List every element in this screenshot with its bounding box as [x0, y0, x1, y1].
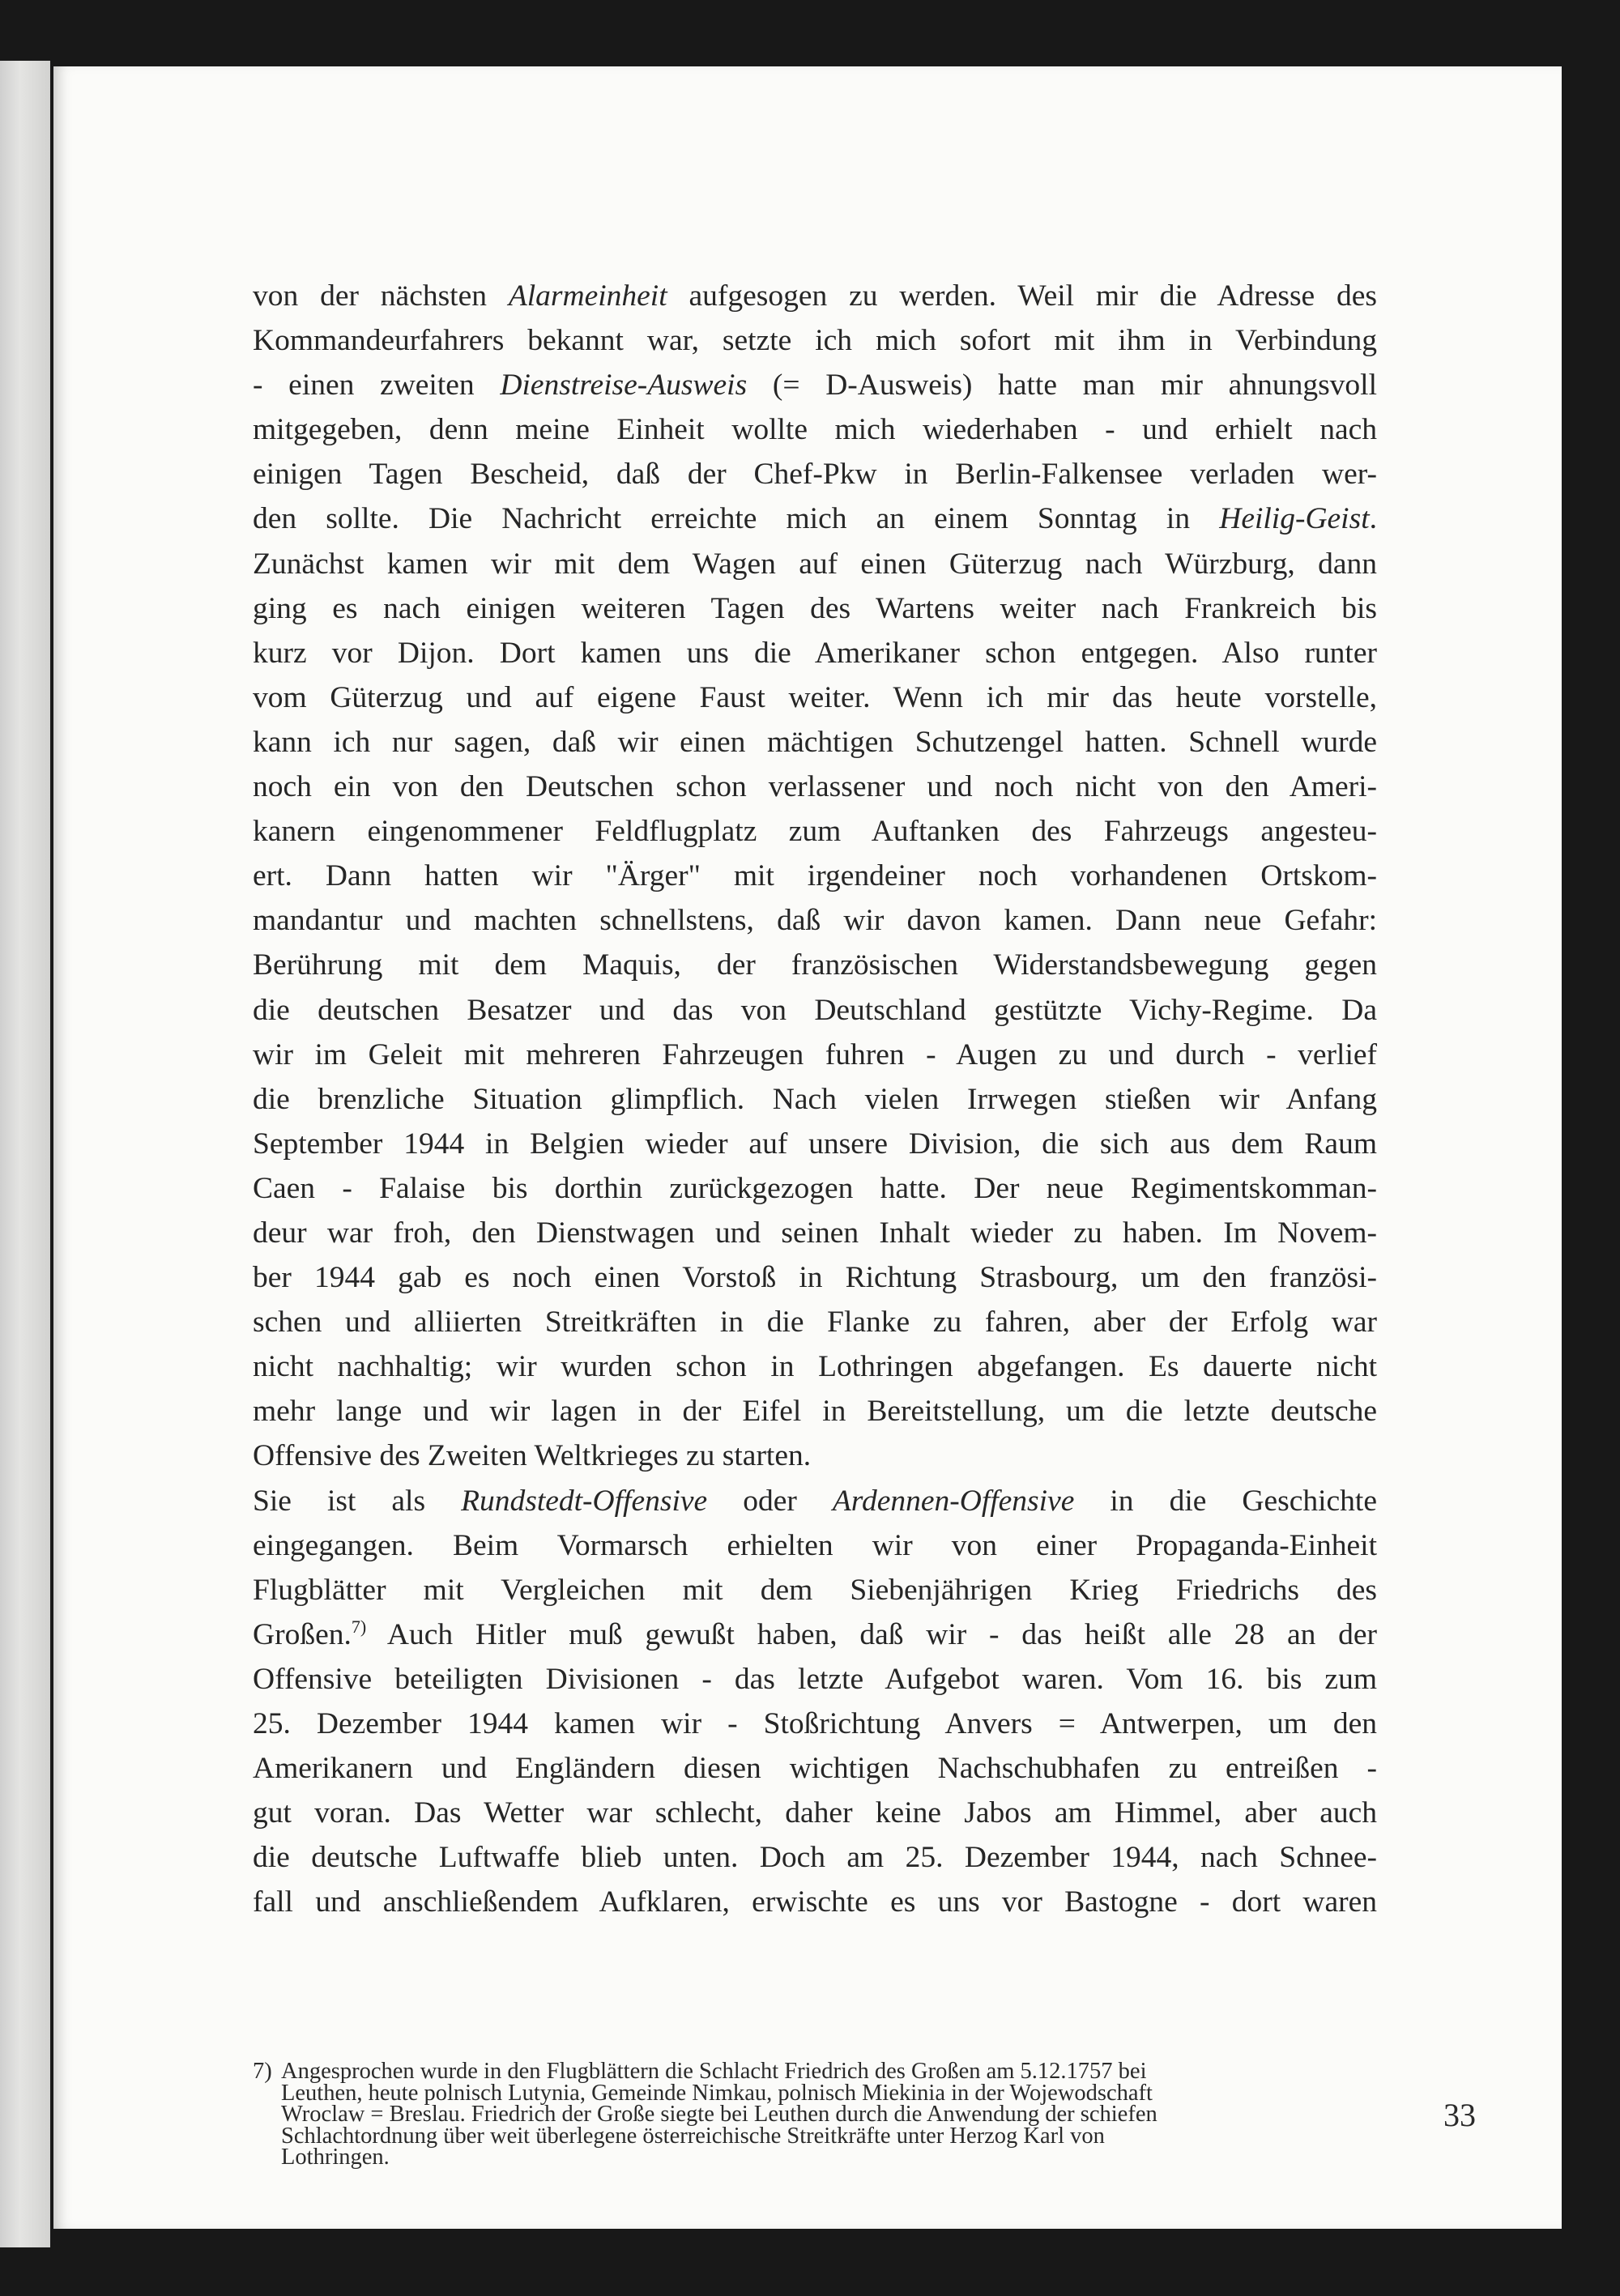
text-line [253, 1077, 1377, 1122]
text-segment: die deutsche Luftwaffe blieb unten. Doch am 25. Dezember 1944, nach Schnee- [253, 1841, 1377, 1875]
text-segment: kanern eingenommener Feldflugplatz zum Auftanken des Fahrzeugs angesteu- [253, 815, 1377, 849]
text-segment: mehr lange und wir lagen in der Eifel in Bereitstellung, um die letzte deutsche [253, 1395, 1377, 1429]
text-segment: Offensive des Zweiten Weltkrieges zu starten. [253, 1439, 812, 1473]
text-segment: nicht nachhaltig; wir wurden schon in Lothringen abgefangen. Es dauerte nicht [253, 1350, 1377, 1384]
text-line [253, 1300, 1377, 1344]
text-segment: ert. Dann hatten wir "Ärger" mit irgendeiner noch vorhandenen Ortskom- [253, 859, 1377, 893]
text-segment: mandantur und machten schnellstens, daß wir davon kamen. Dann neue Gefahr: [253, 904, 1377, 938]
text-line [253, 809, 1377, 854]
text-segment: wir im Geleit mit mehreren Fahrzeugen fuhren - Augen zu und durch - verlief [253, 1037, 1377, 1071]
footnote-line: Angesprochen wurde in den Flugblättern die Schlacht Friedrich des Großen am 5.12.1757 bei [281, 2059, 1147, 2084]
text-line [253, 898, 1377, 943]
facing-page-edge [0, 61, 50, 2247]
text-segment: Zunächst kamen wir mit dem Wagen auf einen Güterzug nach Würzburg, dann [253, 547, 1377, 581]
body-text [253, 274, 1377, 1924]
text-line [253, 765, 1377, 809]
text-segment: mitgegeben, denn meine Einheit wollte mich wiederhaben - und erhielt nach [253, 413, 1377, 447]
text-line [253, 1033, 1377, 1077]
italic-term: Dienstreise-Ausweis [500, 368, 748, 403]
text-segment: Berührung mit dem Maquis, der französischen Widerstandsbewegung gegen [253, 948, 1377, 982]
text-segment: in die Geschichte [1074, 1484, 1377, 1518]
text-segment: ber 1944 gab es noch einen Vorstoß in Richtung Strasbourg, um den französi- [253, 1261, 1377, 1295]
text-segment: vom Güterzug und auf eigene Faust weiter. Wenn ich mir das heute vorstelle, [253, 680, 1377, 714]
text-line [253, 1211, 1377, 1255]
text-segment: oder [707, 1484, 833, 1518]
italic-term: Heilig-Geist [1219, 502, 1370, 536]
text-segment: Großen. [253, 1617, 352, 1651]
text-line [253, 1479, 1377, 1523]
text-segment: die deutschen Besatzer und das von Deutschland gestützte Vichy-Regime. Da [253, 993, 1377, 1027]
text-line [253, 720, 1377, 765]
text-line [253, 363, 1377, 407]
italic-term: Ardennen-Offensive [832, 1484, 1075, 1518]
text-segment: Offensive beteiligten Divisionen - das letzte Aufgebot waren. Vom 16. bis zum [253, 1662, 1377, 1696]
page-number: 33 [1443, 2097, 1476, 2133]
text-segment: Caen - Falaise bis dorthin zurückgezogen hatte. Der neue Regimentskomman- [253, 1171, 1377, 1205]
text-line [253, 407, 1377, 452]
text-segment: Flugblätter mit Vergleichen mit dem Siebenjährigen Krieg Friedrichs des [253, 1573, 1377, 1607]
text-line [253, 854, 1377, 898]
text-segment: noch ein von den Deutschen schon verlassener und noch nicht von den Ameri- [253, 770, 1377, 804]
text-line [253, 1255, 1377, 1300]
text-line [253, 1389, 1377, 1433]
text-line [253, 1702, 1377, 1746]
text-segment: die brenzliche Situation glimpflich. Nach vielen Irrwegen stießen wir Anfang [253, 1082, 1377, 1116]
text-line [253, 675, 1377, 720]
text-segment: kann ich nur sagen, daß wir einen mächtigen Schutzengel hatten. Schnell wurde [253, 725, 1377, 759]
footnote-line: Schlachtordnung über weit überlegene österreichische Streitkräfte unter Herzog Karl von [281, 2123, 1105, 2149]
text-segment: ging es nach einigen weiteren Tagen des Wartens weiter nach Frankreich bis [253, 591, 1377, 625]
footnote [253, 2061, 1383, 2169]
text-line [253, 1880, 1377, 1924]
italic-term: Alarmeinheit [508, 279, 667, 313]
text-line [253, 1568, 1377, 1612]
footnote-line: Wroclaw = Breslau. Friedrich der Große siegte bei Leuthen durch die Anwendung der schiefen [281, 2102, 1157, 2127]
text-segment: (= D-Ausweis) hatte man mir ahnungsvoll [747, 368, 1377, 403]
text-segment: gut voran. Das Wetter war schlecht, daher keine Jabos am Himmel, aber auch [253, 1796, 1377, 1830]
footnote-line: Leuthen, heute polnisch Lutynia, Gemeinde Nimkau, polnisch Miekinia in der Wojewodschaft [281, 2080, 1153, 2106]
text-line [253, 943, 1377, 987]
text-segment: einigen Tagen Bescheid, daß der Chef-Pkw in Berlin-Falkensee verladen wer- [253, 458, 1377, 492]
text-line [253, 496, 1377, 541]
text-segment: 25. Dezember 1944 kamen wir - Stoßrichtung Anvers = Antwerpen, um den [253, 1707, 1377, 1740]
text-line [253, 452, 1377, 496]
text-segment: . [1369, 502, 1377, 536]
text-segment: eingegangen. Beim Vormarsch erhielten wir von einer Propaganda-Einheit [253, 1528, 1377, 1562]
text-segment: September 1944 in Belgien wieder auf unsere Division, die sich aus dem Raum [253, 1127, 1377, 1161]
text-segment: kurz vor Dijon. Dort kamen uns die Amerikaner schon entgegen. Also runter [253, 636, 1377, 670]
text-segment: Sie ist als [253, 1484, 462, 1518]
text-line [253, 274, 1377, 318]
text-segment: den sollte. Die Nachricht erreichte mich an einem Sonntag in [253, 502, 1220, 536]
text-line [253, 1344, 1377, 1389]
text-segment: Auch Hitler muß gewußt haben, daß wir - das heißt alle 28 an der [366, 1617, 1377, 1651]
text-line [253, 1433, 1377, 1478]
text-segment: deur war froh, den Dienstwagen und seinen Inhalt wieder zu haben. Im Novem- [253, 1216, 1377, 1250]
text-line [253, 542, 1377, 586]
text-segment: schen und alliierten Streitkräften in die Flanke zu fahren, aber der Erfolg war [253, 1306, 1377, 1340]
text-line [253, 1835, 1377, 1880]
text-segment: fall und anschließendem Aufklaren, erwischte es uns vor Bastogne - dort waren [253, 1885, 1377, 1919]
text-segment: - einen zweiten [253, 368, 501, 403]
text-line [253, 1122, 1377, 1166]
text-line [253, 631, 1377, 675]
text-line [253, 1791, 1377, 1835]
text-line [253, 1657, 1377, 1702]
footnote-reference: 7) [351, 1616, 367, 1637]
text-line [253, 1746, 1377, 1791]
text-segment: Amerikanern und Engländern diesen wichtigen Nachschubhafen zu entreißen - [253, 1752, 1377, 1786]
text-line [253, 988, 1377, 1033]
footnote-marker: 7) [253, 2059, 272, 2084]
text-segment: von der nächsten [253, 279, 509, 313]
text-line [253, 586, 1377, 631]
italic-term: Rundstedt-Offensive [461, 1484, 708, 1518]
text-segment: Kommandeurfahrers bekannt war, setzte ich mich sofort mit ihm in Verbindung [253, 324, 1377, 358]
footnote-line: Lothringen. [281, 2145, 390, 2170]
text-line [253, 318, 1377, 363]
text-segment: aufgesogen zu werden. Weil mir die Adresse des [667, 279, 1377, 313]
footnote-text [281, 2061, 1383, 2169]
text-line [253, 1523, 1377, 1568]
text-line [253, 1612, 1377, 1657]
text-line [253, 1166, 1377, 1211]
